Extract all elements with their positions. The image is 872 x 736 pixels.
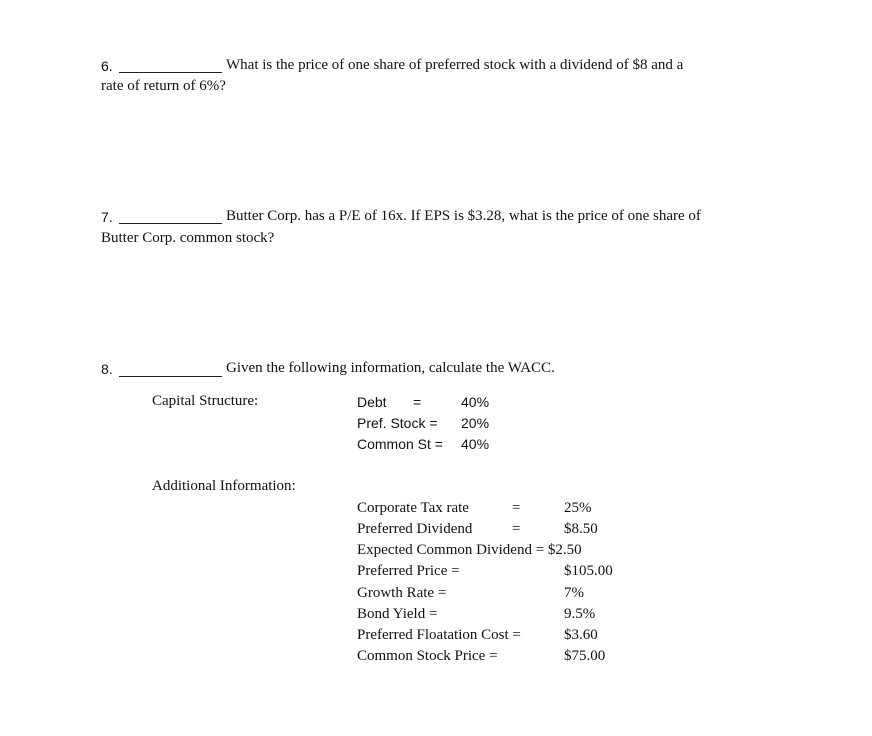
question-6-answer-blank[interactable] [119, 72, 222, 73]
capital-structure-heading: Capital Structure: [152, 393, 259, 409]
capital-pref-stock-label: Pref. Stock = [357, 415, 438, 431]
question-6-text-line2: rate of return of 6%? [101, 78, 226, 94]
question-8-number: 8. [101, 361, 113, 377]
capital-debt-value: 40% [461, 394, 490, 410]
floatation-cost-value: $3.60 [564, 627, 598, 643]
preferred-price-value: $105.00 [564, 563, 613, 579]
tax-rate-value: 25% [564, 500, 592, 516]
bond-yield-label: Bond Yield = [357, 606, 438, 622]
growth-rate-label: Growth Rate = [357, 585, 447, 601]
growth-rate-value: 7% [564, 585, 584, 601]
floatation-cost-label: Preferred Floatation Cost = [357, 627, 521, 643]
additional-info-heading: Additional Information: [152, 478, 296, 494]
capital-debt-eq: = [413, 394, 422, 410]
tax-rate-label: Corporate Tax rate [357, 500, 469, 516]
question-6-text-line1: What is the price of one share of preferred stock with a dividend of $8 and a [226, 57, 684, 73]
common-stock-price-label: Common Stock Price = [357, 648, 498, 664]
capital-common-value: 40% [461, 436, 490, 452]
question-7-answer-blank[interactable] [119, 223, 222, 224]
capital-pref-stock-value: 20% [461, 415, 490, 431]
preferred-dividend-label: Preferred Dividend [357, 521, 473, 537]
question-7-text-line2: Butter Corp. common stock? [101, 230, 275, 246]
question-7-text-line1: Butter Corp. has a P/E of 16x. If EPS is $3.28, what is the price of one share of [226, 208, 701, 224]
question-8-text-line1: Given the following information, calculate the WACC. [226, 360, 555, 376]
tax-rate-eq: = [512, 500, 521, 516]
expected-common-dividend: Expected Common Dividend = $2.50 [357, 542, 582, 558]
capital-common-label: Common St = [357, 436, 443, 452]
capital-debt-label: Debt [357, 394, 387, 410]
common-stock-price-value: $75.00 [564, 648, 606, 664]
question-6-number: 6. [101, 58, 113, 74]
question-8-answer-blank[interactable] [119, 376, 222, 377]
preferred-dividend-eq: = [512, 521, 521, 537]
bond-yield-value: 9.5% [564, 606, 596, 622]
preferred-dividend-value: $8.50 [564, 521, 598, 537]
question-7-number: 7. [101, 209, 113, 225]
preferred-price-label: Preferred Price = [357, 563, 460, 579]
